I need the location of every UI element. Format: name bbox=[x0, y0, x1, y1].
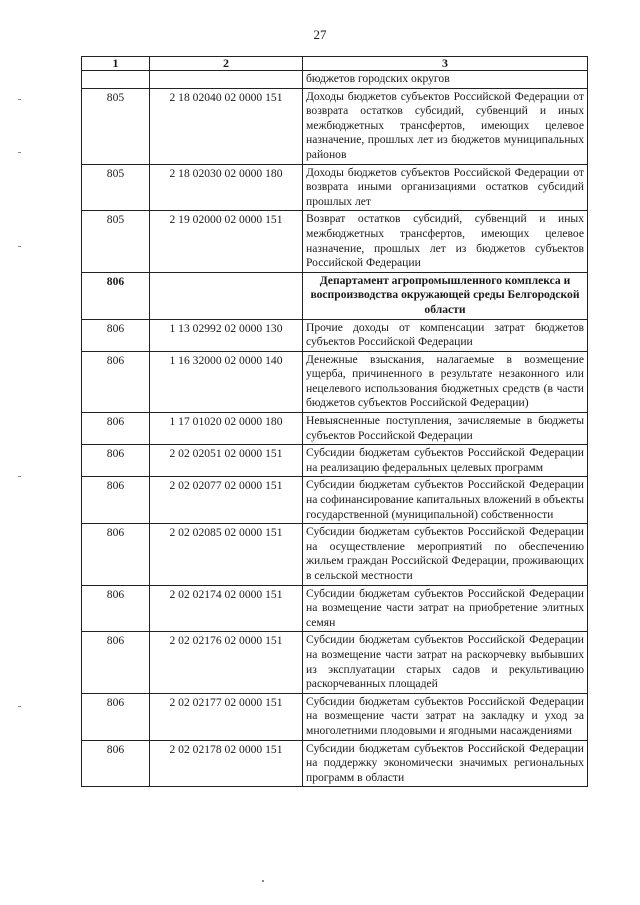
table-row bbox=[82, 524, 588, 585]
income-name-cell: Субсидии бюджетам субъектов Российской Федерации на поддержку экономически значимых региональных программ в области bbox=[303, 740, 588, 787]
budget-code-cell bbox=[150, 71, 303, 89]
income-name-cell: Субсидии бюджетам субъектов Российской Федерации на осуществление мероприятий по обеспечению жильем граждан Российской Федерации, проживающих в сельской местности bbox=[303, 524, 588, 585]
table-row bbox=[82, 693, 588, 740]
admin-code-cell: 806 bbox=[82, 740, 150, 787]
header-col-name: 3 bbox=[303, 57, 588, 71]
admin-code-cell: 806 bbox=[82, 477, 150, 524]
table-row bbox=[82, 164, 588, 211]
table-row bbox=[82, 413, 588, 445]
budget-code-cell: 2 18 02030 02 0000 180 bbox=[150, 164, 303, 211]
budget-code-cell: 2 02 02174 02 0000 151 bbox=[150, 585, 303, 632]
income-name-cell: Субсидии бюджетам субъектов Российской Федерации на возмещение части затрат на раскорчевку выбывших из эксплуатации старых садов и рекультивацию раскорчеванных площадей bbox=[303, 632, 588, 693]
admin-code-cell: 805 bbox=[82, 211, 150, 272]
table-header-row bbox=[82, 57, 588, 71]
margin-mark bbox=[18, 99, 21, 100]
income-name-cell: Доходы бюджетов субъектов Российской Федерации от возврата остатков субсидий, субвенций и иных межбюджетных трансфертов, имеющих целевое назначение, прошлых лет из бюджетов муниципальных районов bbox=[303, 88, 588, 164]
admin-code-cell: 806 bbox=[82, 413, 150, 445]
income-name-cell: Денежные взыскания, налагаемые в возмещение ущерба, причиненного в результате незаконного или нецелевого использования бюджетных средств (в части бюджетов субъектов Российской Федерации) bbox=[303, 351, 588, 412]
budget-code-cell: 1 13 02992 02 0000 130 bbox=[150, 319, 303, 351]
income-name-cell: Прочие доходы от компенсации затрат бюджетов субъектов Российской Федерации bbox=[303, 319, 588, 351]
admin-code-cell: 806 bbox=[82, 524, 150, 585]
admin-code-cell: 806 bbox=[82, 319, 150, 351]
budget-code-cell bbox=[150, 272, 303, 319]
budget-code-cell: 2 02 02085 02 0000 151 bbox=[150, 524, 303, 585]
department-row bbox=[82, 272, 588, 319]
table-row bbox=[82, 585, 588, 632]
header-col-code: 2 bbox=[150, 57, 303, 71]
table-row bbox=[82, 351, 588, 412]
income-name-cell: Невыясненные поступления, зачисляемые в бюджеты субъектов Российской Федерации bbox=[303, 413, 588, 445]
income-codes-table bbox=[81, 56, 588, 787]
income-name-cell: Субсидии бюджетам субъектов Российской Федерации на софинансирование капитальных вложений в объекты государственной (муниципальной) собственности bbox=[303, 477, 588, 524]
admin-code-cell: 805 bbox=[82, 88, 150, 164]
income-name-cell: Доходы бюджетов субъектов Российской Федерации от возврата иными организациями остатков субсидий прошлых лет bbox=[303, 164, 588, 211]
budget-code-cell: 1 16 32000 02 0000 140 bbox=[150, 351, 303, 412]
budget-code-cell: 2 02 02178 02 0000 151 bbox=[150, 740, 303, 787]
budget-code-cell: 2 02 02176 02 0000 151 bbox=[150, 632, 303, 693]
table-row bbox=[82, 632, 588, 693]
table-body bbox=[82, 57, 588, 787]
budget-code-cell: 2 02 02177 02 0000 151 bbox=[150, 693, 303, 740]
admin-code-cell: 806 bbox=[82, 632, 150, 693]
income-name-cell: Возврат остатков субсидий, субвенций и иных межбюджетных трансфертов, имеющих целевое назначение, прошлых лет из бюджетов субъектов Российской Федерации bbox=[303, 211, 588, 272]
income-name-cell: бюджетов городских округов bbox=[303, 71, 588, 89]
table-row bbox=[82, 477, 588, 524]
budget-code-cell: 1 17 01020 02 0000 180 bbox=[150, 413, 303, 445]
budget-code-cell: 2 19 02000 02 0000 151 bbox=[150, 211, 303, 272]
income-name-cell: Субсидии бюджетам субъектов Российской Федерации на возмещение части затрат на закладку и уход за многолетними плодовыми и ягодными насаждениями bbox=[303, 693, 588, 740]
admin-code-cell bbox=[82, 71, 150, 89]
budget-code-cell: 2 18 02040 02 0000 151 bbox=[150, 88, 303, 164]
admin-code-cell: 806 bbox=[82, 351, 150, 412]
table-row bbox=[82, 88, 588, 164]
margin-mark bbox=[18, 246, 21, 247]
table-row bbox=[82, 445, 588, 477]
margin-mark bbox=[18, 476, 21, 477]
table-row bbox=[82, 71, 588, 89]
admin-code-cell: 806 bbox=[82, 445, 150, 477]
scan-speck bbox=[262, 880, 264, 882]
table-row bbox=[82, 740, 588, 787]
admin-code-cell: 806 bbox=[82, 585, 150, 632]
table-row bbox=[82, 319, 588, 351]
admin-code-cell: 806 bbox=[82, 272, 150, 319]
page-number: 27 bbox=[313, 27, 327, 42]
margin-mark bbox=[18, 152, 21, 153]
header-col-admin: 1 bbox=[82, 57, 150, 71]
department-name-cell: Департамент агропромышленного комплекса и воспроизводства окружающей среды Белгородской области bbox=[303, 272, 588, 319]
budget-code-cell: 2 02 02051 02 0000 151 bbox=[150, 445, 303, 477]
admin-code-cell: 805 bbox=[82, 164, 150, 211]
table-row bbox=[82, 211, 588, 272]
margin-mark bbox=[18, 706, 21, 707]
budget-code-cell: 2 02 02077 02 0000 151 bbox=[150, 477, 303, 524]
income-name-cell: Субсидии бюджетам субъектов Российской Федерации на возмещение части затрат на приобретение элитных семян bbox=[303, 585, 588, 632]
admin-code-cell: 806 bbox=[82, 693, 150, 740]
income-name-cell: Субсидии бюджетам субъектов Российской Федерации на реализацию федеральных целевых программ bbox=[303, 445, 588, 477]
